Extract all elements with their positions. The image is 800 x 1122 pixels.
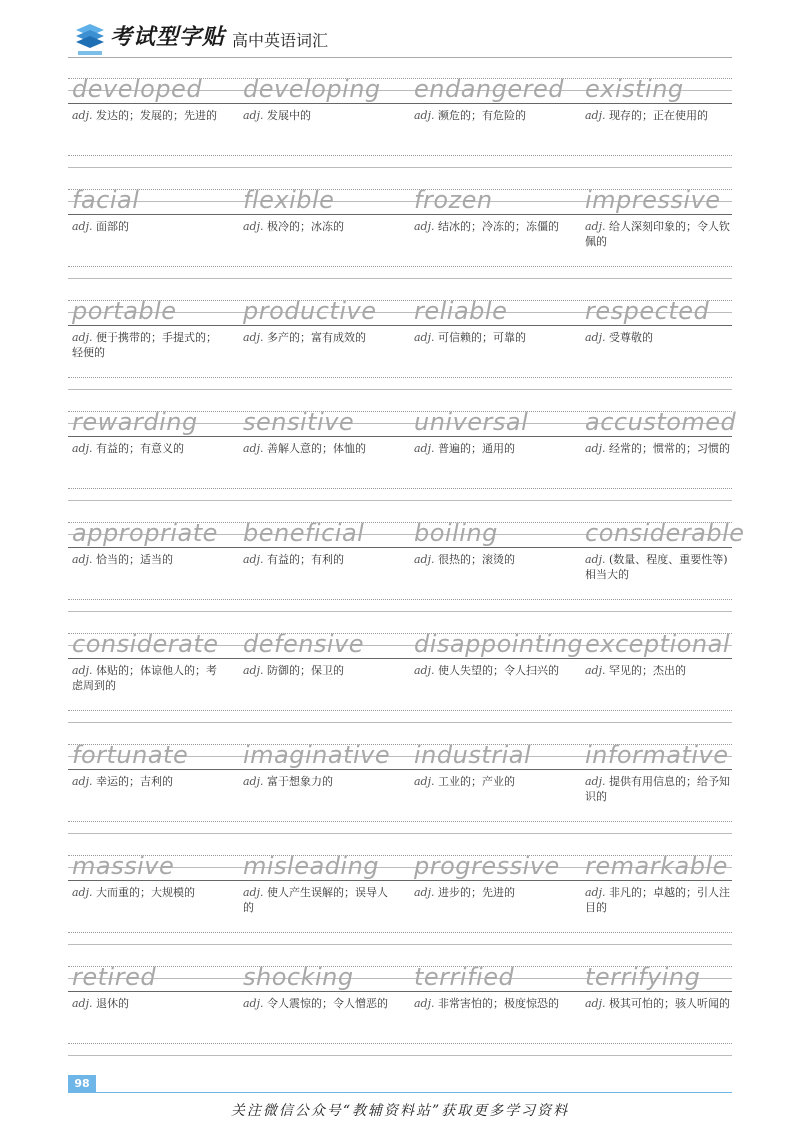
part-of-speech: adj. (72, 109, 93, 122)
vocab-row (68, 510, 745, 621)
vocab-entry (410, 621, 584, 732)
part-of-speech: adj. (414, 886, 435, 899)
definition-text: 便于携带的；手提式的；轻便的 (72, 331, 218, 359)
vocab-entry (410, 177, 576, 288)
vocab-definition (72, 663, 224, 693)
vocab-definition (243, 663, 395, 678)
vocab-word: boiling (414, 519, 498, 547)
footer-note: 关注微信公众号“教辅资料站”获取更多学习资料 (230, 1103, 570, 1119)
vocab-definition (72, 885, 224, 900)
definition-text: 发展中的 (267, 109, 312, 122)
vocab-entry (239, 399, 405, 510)
vocab-word: flexible (243, 186, 335, 214)
books-logo-icon (74, 20, 106, 58)
vocab-word: rewarding (72, 408, 198, 436)
vocab-word: terrified (414, 963, 515, 991)
vocab-definition (414, 108, 566, 123)
definition-text: 退休的 (96, 997, 130, 1010)
vocab-row (68, 954, 732, 1065)
definition-text: 令人震惊的；令人憎恶的 (267, 997, 389, 1010)
vocab-definition (243, 552, 395, 567)
vocab-entry (410, 510, 576, 621)
vocab-word: exceptional (585, 630, 731, 658)
definition-text: 罕见的；杰出的 (609, 664, 687, 677)
part-of-speech: adj. (414, 442, 435, 455)
vocab-entry (68, 66, 234, 177)
vocab-definition (72, 108, 224, 123)
vocab-definition (243, 996, 395, 1011)
vocab-word: considerate (72, 630, 219, 658)
definition-text: 发达的；发展的；先进的 (96, 109, 218, 122)
vocab-word: accustomed (585, 408, 737, 436)
vocab-word: imaginative (243, 741, 391, 769)
vocab-word: retired (72, 963, 157, 991)
vocab-definition (414, 552, 566, 567)
vocab-word: considerable (585, 519, 745, 547)
vocab-definition (585, 330, 737, 345)
part-of-speech: adj. (72, 997, 93, 1010)
vocab-definition (243, 885, 395, 915)
vocab-word: productive (243, 297, 377, 325)
definition-text: 幸运的；吉利的 (96, 775, 174, 788)
part-of-speech: adj. (243, 553, 264, 566)
part-of-speech: adj. (414, 220, 435, 233)
vocab-entry (410, 843, 576, 954)
vocab-definition (243, 774, 395, 789)
vocab-word: developing (243, 75, 381, 103)
vocab-entry (68, 399, 234, 510)
vocab-entry (581, 621, 747, 732)
part-of-speech: adj. (243, 331, 264, 344)
part-of-speech: adj. (72, 220, 93, 233)
definition-text: 恰当的；适当的 (96, 553, 174, 566)
vocab-entry (581, 510, 747, 621)
part-of-speech: adj. (585, 220, 606, 233)
vocab-entry (581, 954, 747, 1065)
part-of-speech: adj. (414, 331, 435, 344)
vocab-word: fortunate (72, 741, 189, 769)
vocab-entry (581, 732, 747, 843)
part-of-speech: adj. (243, 109, 264, 122)
vocab-entry (410, 732, 576, 843)
definition-text: 可信赖的；可靠的 (438, 331, 527, 344)
vocab-definition (585, 774, 737, 804)
vocab-definition (585, 885, 737, 915)
definition-text: 多产的；富有成效的 (267, 331, 367, 344)
part-of-speech: adj. (585, 553, 606, 566)
vocab-entry (239, 843, 405, 954)
vocab-word: shocking (243, 963, 354, 991)
vocab-definition (72, 996, 224, 1011)
vocab-entry (581, 66, 747, 177)
vocab-entry (68, 843, 234, 954)
vocab-word: respected (585, 297, 710, 325)
vocab-definition (414, 219, 566, 234)
vocab-row (68, 843, 732, 954)
part-of-speech: adj. (243, 664, 264, 677)
vocab-row (68, 732, 732, 843)
vocab-definition (585, 663, 737, 678)
vocab-entry (68, 510, 234, 621)
vocab-word: reliable (414, 297, 508, 325)
vocab-row (68, 66, 732, 177)
vocab-definition (243, 108, 395, 123)
definition-text: 很热的；滚烫的 (438, 553, 516, 566)
header-divider (68, 57, 732, 58)
vocab-entry (581, 177, 747, 288)
vocab-word: appropriate (72, 519, 218, 547)
part-of-speech: adj. (585, 331, 606, 344)
vocab-definition (72, 330, 224, 360)
definition-text: 有益的；有利的 (267, 553, 345, 566)
vocab-entry (68, 288, 234, 399)
footer-divider (68, 1092, 732, 1093)
brand-title: 考试型字贴 (110, 24, 226, 50)
vocab-entry (239, 732, 405, 843)
vocab-word: developed (72, 75, 203, 103)
vocab-definition (243, 330, 395, 345)
vocab-entry (68, 954, 234, 1065)
definition-text: 防御的；保卫的 (267, 664, 345, 677)
vocab-row (68, 177, 732, 288)
vocab-definition (72, 441, 224, 456)
vocab-row (68, 621, 732, 732)
part-of-speech: adj. (585, 109, 606, 122)
vocab-definition (72, 552, 224, 567)
vocab-definition (414, 330, 566, 345)
part-of-speech: adj. (414, 664, 435, 677)
vocab-entry (239, 66, 405, 177)
header-subtitle: 高中英语词汇 (232, 31, 329, 50)
definition-text: 提供有用信息的；给予知识的 (585, 775, 731, 803)
vocab-definition (585, 996, 737, 1011)
vocab-definition (414, 885, 566, 900)
definition-text: 非凡的；卓越的；引人注目的 (585, 886, 731, 914)
definition-text: 体贴的；体谅他人的；考虑周到的 (72, 664, 218, 692)
part-of-speech: adj. (72, 775, 93, 788)
vocab-definition (243, 219, 395, 234)
vocab-word: universal (414, 408, 529, 436)
part-of-speech: adj. (414, 775, 435, 788)
vocab-word: misleading (243, 852, 380, 880)
vocab-entry (239, 954, 405, 1065)
vocab-definition (72, 774, 224, 789)
definition-text: 濒危的；有危险的 (438, 109, 527, 122)
vocab-entry (410, 66, 576, 177)
vocab-entry (581, 399, 747, 510)
definition-text: 经常的；惯常的；习惯的 (609, 442, 731, 455)
vocab-word: sensitive (243, 408, 355, 436)
definition-text: 现存的；正在使用的 (609, 109, 709, 122)
vocab-word: facial (72, 186, 140, 214)
vocab-word: remarkable (585, 852, 728, 880)
definition-text: 富于想象力的 (267, 775, 334, 788)
page-header (0, 0, 800, 64)
definition-text: 进步的；先进的 (438, 886, 516, 899)
vocabulary-grid (68, 66, 745, 1065)
vocab-definition (585, 441, 737, 456)
vocab-row (68, 288, 732, 399)
definition-text: 非常害怕的；极度惊恐的 (438, 997, 560, 1010)
vocab-definition (414, 774, 566, 789)
definition-text: 极冷的；冰冻的 (267, 220, 345, 233)
part-of-speech: adj. (585, 886, 606, 899)
vocab-word: existing (585, 75, 684, 103)
vocab-word: defensive (243, 630, 365, 658)
part-of-speech: adj. (585, 775, 606, 788)
vocab-word: progressive (414, 852, 560, 880)
vocab-word: massive (72, 852, 175, 880)
part-of-speech: adj. (414, 109, 435, 122)
vocab-definition (72, 219, 224, 234)
vocab-word: frozen (414, 186, 493, 214)
vocab-entry (410, 399, 576, 510)
definition-text: 极其可怕的；骇人听闻的 (609, 997, 731, 1010)
vocab-word: terrifying (585, 963, 701, 991)
part-of-speech: adj. (243, 997, 264, 1010)
part-of-speech: adj. (72, 331, 93, 344)
definition-text: 善解人意的；体恤的 (267, 442, 367, 455)
definition-text: 普遍的；通用的 (438, 442, 516, 455)
part-of-speech: adj. (414, 997, 435, 1010)
vocab-entry (239, 288, 405, 399)
vocab-entry (239, 621, 405, 732)
definition-text: 使人产生误解的；误导人的 (243, 886, 389, 914)
vocab-word: portable (72, 297, 177, 325)
definition-text: 结冰的；冷冻的；冻僵的 (438, 220, 560, 233)
definition-text: 大而重的；大规模的 (96, 886, 196, 899)
definition-text: 受尊敬的 (609, 331, 654, 344)
part-of-speech: adj. (72, 442, 93, 455)
vocab-entry (410, 954, 576, 1065)
definition-text: 有益的；有意义的 (96, 442, 185, 455)
vocab-definition (414, 996, 566, 1011)
vocab-definition (585, 108, 737, 123)
vocab-entry (239, 177, 405, 288)
part-of-speech: adj. (72, 664, 93, 677)
vocab-row (68, 399, 737, 510)
vocab-definition (585, 552, 737, 582)
vocab-entry (68, 732, 234, 843)
page-number: 98 (68, 1075, 96, 1093)
vocab-definition (414, 441, 566, 456)
part-of-speech: adj. (585, 442, 606, 455)
definition-text: 面部的 (96, 220, 130, 233)
part-of-speech: adj. (72, 886, 93, 899)
part-of-speech: adj. (243, 886, 264, 899)
vocab-entry (410, 288, 576, 399)
vocab-definition (585, 219, 737, 249)
definition-text: 使人失望的；令人扫兴的 (438, 664, 560, 677)
part-of-speech: adj. (72, 553, 93, 566)
vocab-entry (581, 843, 747, 954)
vocab-entry (68, 177, 234, 288)
part-of-speech: adj. (243, 775, 264, 788)
vocab-entry (581, 288, 747, 399)
part-of-speech: adj. (585, 997, 606, 1010)
vocab-definition (243, 441, 395, 456)
vocab-definition (414, 663, 566, 678)
vocab-entry (239, 510, 405, 621)
part-of-speech: adj. (414, 553, 435, 566)
vocab-word: informative (585, 741, 729, 769)
definition-text: 工业的；产业的 (438, 775, 516, 788)
vocab-word: disappointing (414, 630, 584, 658)
part-of-speech: adj. (585, 664, 606, 677)
vocab-word: impressive (585, 186, 721, 214)
part-of-speech: adj. (243, 220, 264, 233)
definition-text: (数量、程度、重要性等) 相当大的 (585, 553, 728, 581)
vocab-entry (68, 621, 234, 732)
vocab-word: endangered (414, 75, 564, 103)
part-of-speech: adj. (243, 442, 264, 455)
vocab-word: industrial (414, 741, 532, 769)
definition-text: 给人深刻印象的；令人钦佩的 (585, 220, 731, 248)
vocab-word: beneficial (243, 519, 365, 547)
